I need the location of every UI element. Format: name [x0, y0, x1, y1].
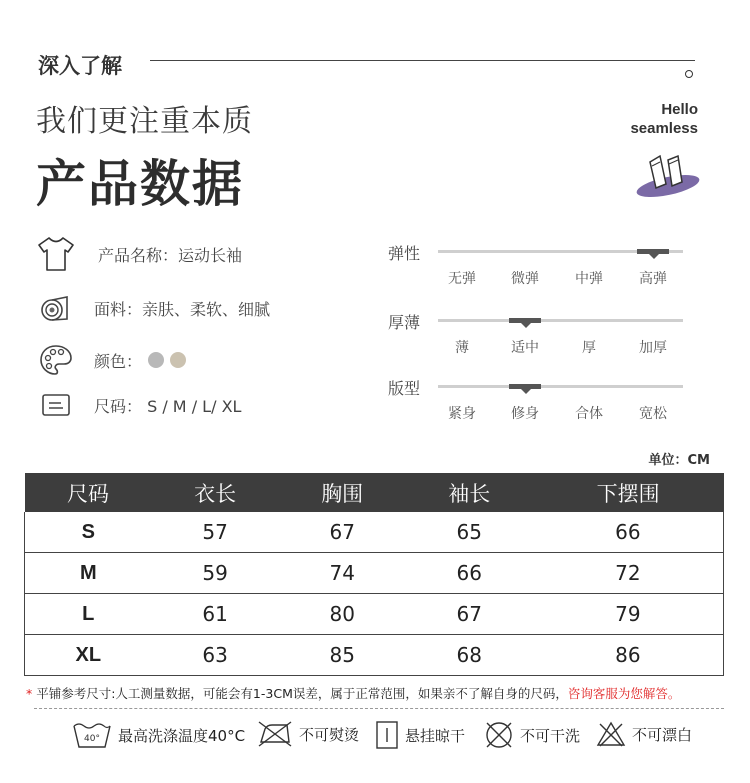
- info-color-label: 颜色：: [94, 351, 143, 371]
- unit-label: 单位：CM: [648, 453, 710, 468]
- table-cell: 85: [279, 635, 406, 676]
- scale-option: 合体: [575, 406, 603, 422]
- scale-track: [438, 250, 683, 253]
- color-swatch-grey[interactable]: [148, 352, 164, 368]
- header-dot: [685, 70, 693, 78]
- scale-option: 宽松: [639, 406, 667, 422]
- page-subtitle: 我们更注重本质: [36, 104, 253, 139]
- info-fabric-row: [36, 288, 270, 328]
- info-size: 尺码： S / M / L/ XL: [94, 396, 242, 416]
- table-cell: 79: [533, 594, 724, 635]
- info-name-row: [36, 234, 242, 274]
- note-star: *: [26, 686, 33, 701]
- header-chest: 胸围: [279, 473, 406, 512]
- scale-option: 高弹: [639, 271, 667, 287]
- palette-icon: [36, 340, 76, 380]
- wash-tub-icon: [72, 720, 112, 750]
- header-length: 衣长: [152, 473, 279, 512]
- table-cell: 61: [152, 594, 279, 635]
- section-title: 深入了解: [38, 54, 122, 78]
- fabric-roll-icon: [36, 288, 76, 328]
- scale-option: 薄: [455, 340, 469, 356]
- table-cell: L: [25, 594, 152, 635]
- table-cell: 63: [152, 635, 279, 676]
- care-hang-dry: [375, 720, 465, 750]
- hello-text: Hello: [661, 101, 698, 118]
- care-no-dry-clean-label: 不可干洗: [520, 726, 581, 745]
- scale-marker: [509, 318, 541, 323]
- care-no-iron-label: 不可熨烫: [299, 725, 360, 744]
- info-size-row: [36, 385, 241, 425]
- table-cell: M: [25, 553, 152, 594]
- scale-option: 修身: [511, 406, 539, 422]
- scale-marker: [509, 384, 541, 389]
- no-bleach-icon: [596, 720, 626, 748]
- info-name: 产品名称：运动长袖: [98, 245, 243, 265]
- scale-option: 紧身: [448, 406, 476, 422]
- header-sleeve: 袖长: [406, 473, 533, 512]
- scale-option: 适中: [511, 340, 539, 356]
- table-cell: 68: [406, 635, 533, 676]
- scale-marker: [637, 249, 669, 254]
- scale-track: [438, 385, 683, 388]
- scale-option: 无弹: [448, 271, 476, 287]
- care-no-bleach: [596, 720, 692, 748]
- scale-title: 版型: [388, 379, 421, 398]
- table-header-row: [25, 473, 724, 512]
- info-fabric: 面料：亲肤、柔软、细腻: [94, 299, 271, 319]
- scale-option: 微弹: [511, 271, 539, 287]
- scale-title: 弹性: [388, 244, 421, 263]
- no-dry-clean-icon: [484, 720, 514, 750]
- scale-option: 加厚: [639, 340, 667, 356]
- table-cell: 67: [279, 512, 406, 553]
- table-cell: 86: [533, 635, 724, 676]
- contact-service-link[interactable]: 咨询客服为您解答。: [567, 686, 681, 701]
- table-cell: 66: [406, 553, 533, 594]
- size-table: [24, 473, 724, 676]
- table-cell: 65: [406, 512, 533, 553]
- table-row: [25, 635, 724, 676]
- care-hang-dry-label: 悬挂晾干: [405, 726, 466, 745]
- page-title: 产品数据: [36, 155, 244, 213]
- hello-seamless-text: [630, 100, 698, 138]
- table-cell: 66: [533, 512, 724, 553]
- scale-option: 中弹: [575, 271, 603, 287]
- table-cell: 74: [279, 553, 406, 594]
- care-wash-label: 最高洗涤温度40°C: [118, 726, 246, 745]
- care-no-dry-clean: [484, 720, 580, 750]
- scale-option: 厚: [582, 340, 596, 356]
- color-swatch-khaki[interactable]: [170, 352, 186, 368]
- care-no-bleach-label: 不可漂白: [632, 725, 693, 744]
- size-tag-icon: [36, 385, 76, 425]
- info-color-row: [36, 340, 186, 380]
- table-cell: 80: [279, 594, 406, 635]
- table-cell: 59: [152, 553, 279, 594]
- tshirt-icon: [36, 234, 76, 274]
- scale-track: [438, 319, 683, 322]
- hang-dry-icon: [375, 720, 399, 750]
- table-row: [25, 553, 724, 594]
- header-divider: [150, 60, 695, 61]
- no-iron-icon: [257, 720, 293, 748]
- table-cell: 72: [533, 553, 724, 594]
- seamless-text: seamless: [630, 120, 698, 137]
- dashed-divider: [34, 708, 724, 709]
- table-cell: XL: [25, 635, 152, 676]
- care-no-iron: [257, 720, 359, 748]
- scale-title: 厚薄: [388, 313, 421, 332]
- table-cell: 57: [152, 512, 279, 553]
- header-size: 尺码: [25, 473, 152, 512]
- table-row: [25, 594, 724, 635]
- header-hem: 下摆围: [533, 473, 724, 512]
- table-cell: S: [25, 512, 152, 553]
- table-cell: 67: [406, 594, 533, 635]
- note-text: 平铺参考尺寸:人工测量数据，可能会有1-3CM误差，属于正常范围，如果亲不了解自身的尺码，: [32, 686, 568, 701]
- care-wash: [72, 720, 245, 750]
- fabric-logo-icon: [634, 150, 704, 200]
- measurement-note: [26, 684, 680, 702]
- wash-temp-text: 40°: [84, 734, 100, 744]
- table-row: [25, 512, 724, 553]
